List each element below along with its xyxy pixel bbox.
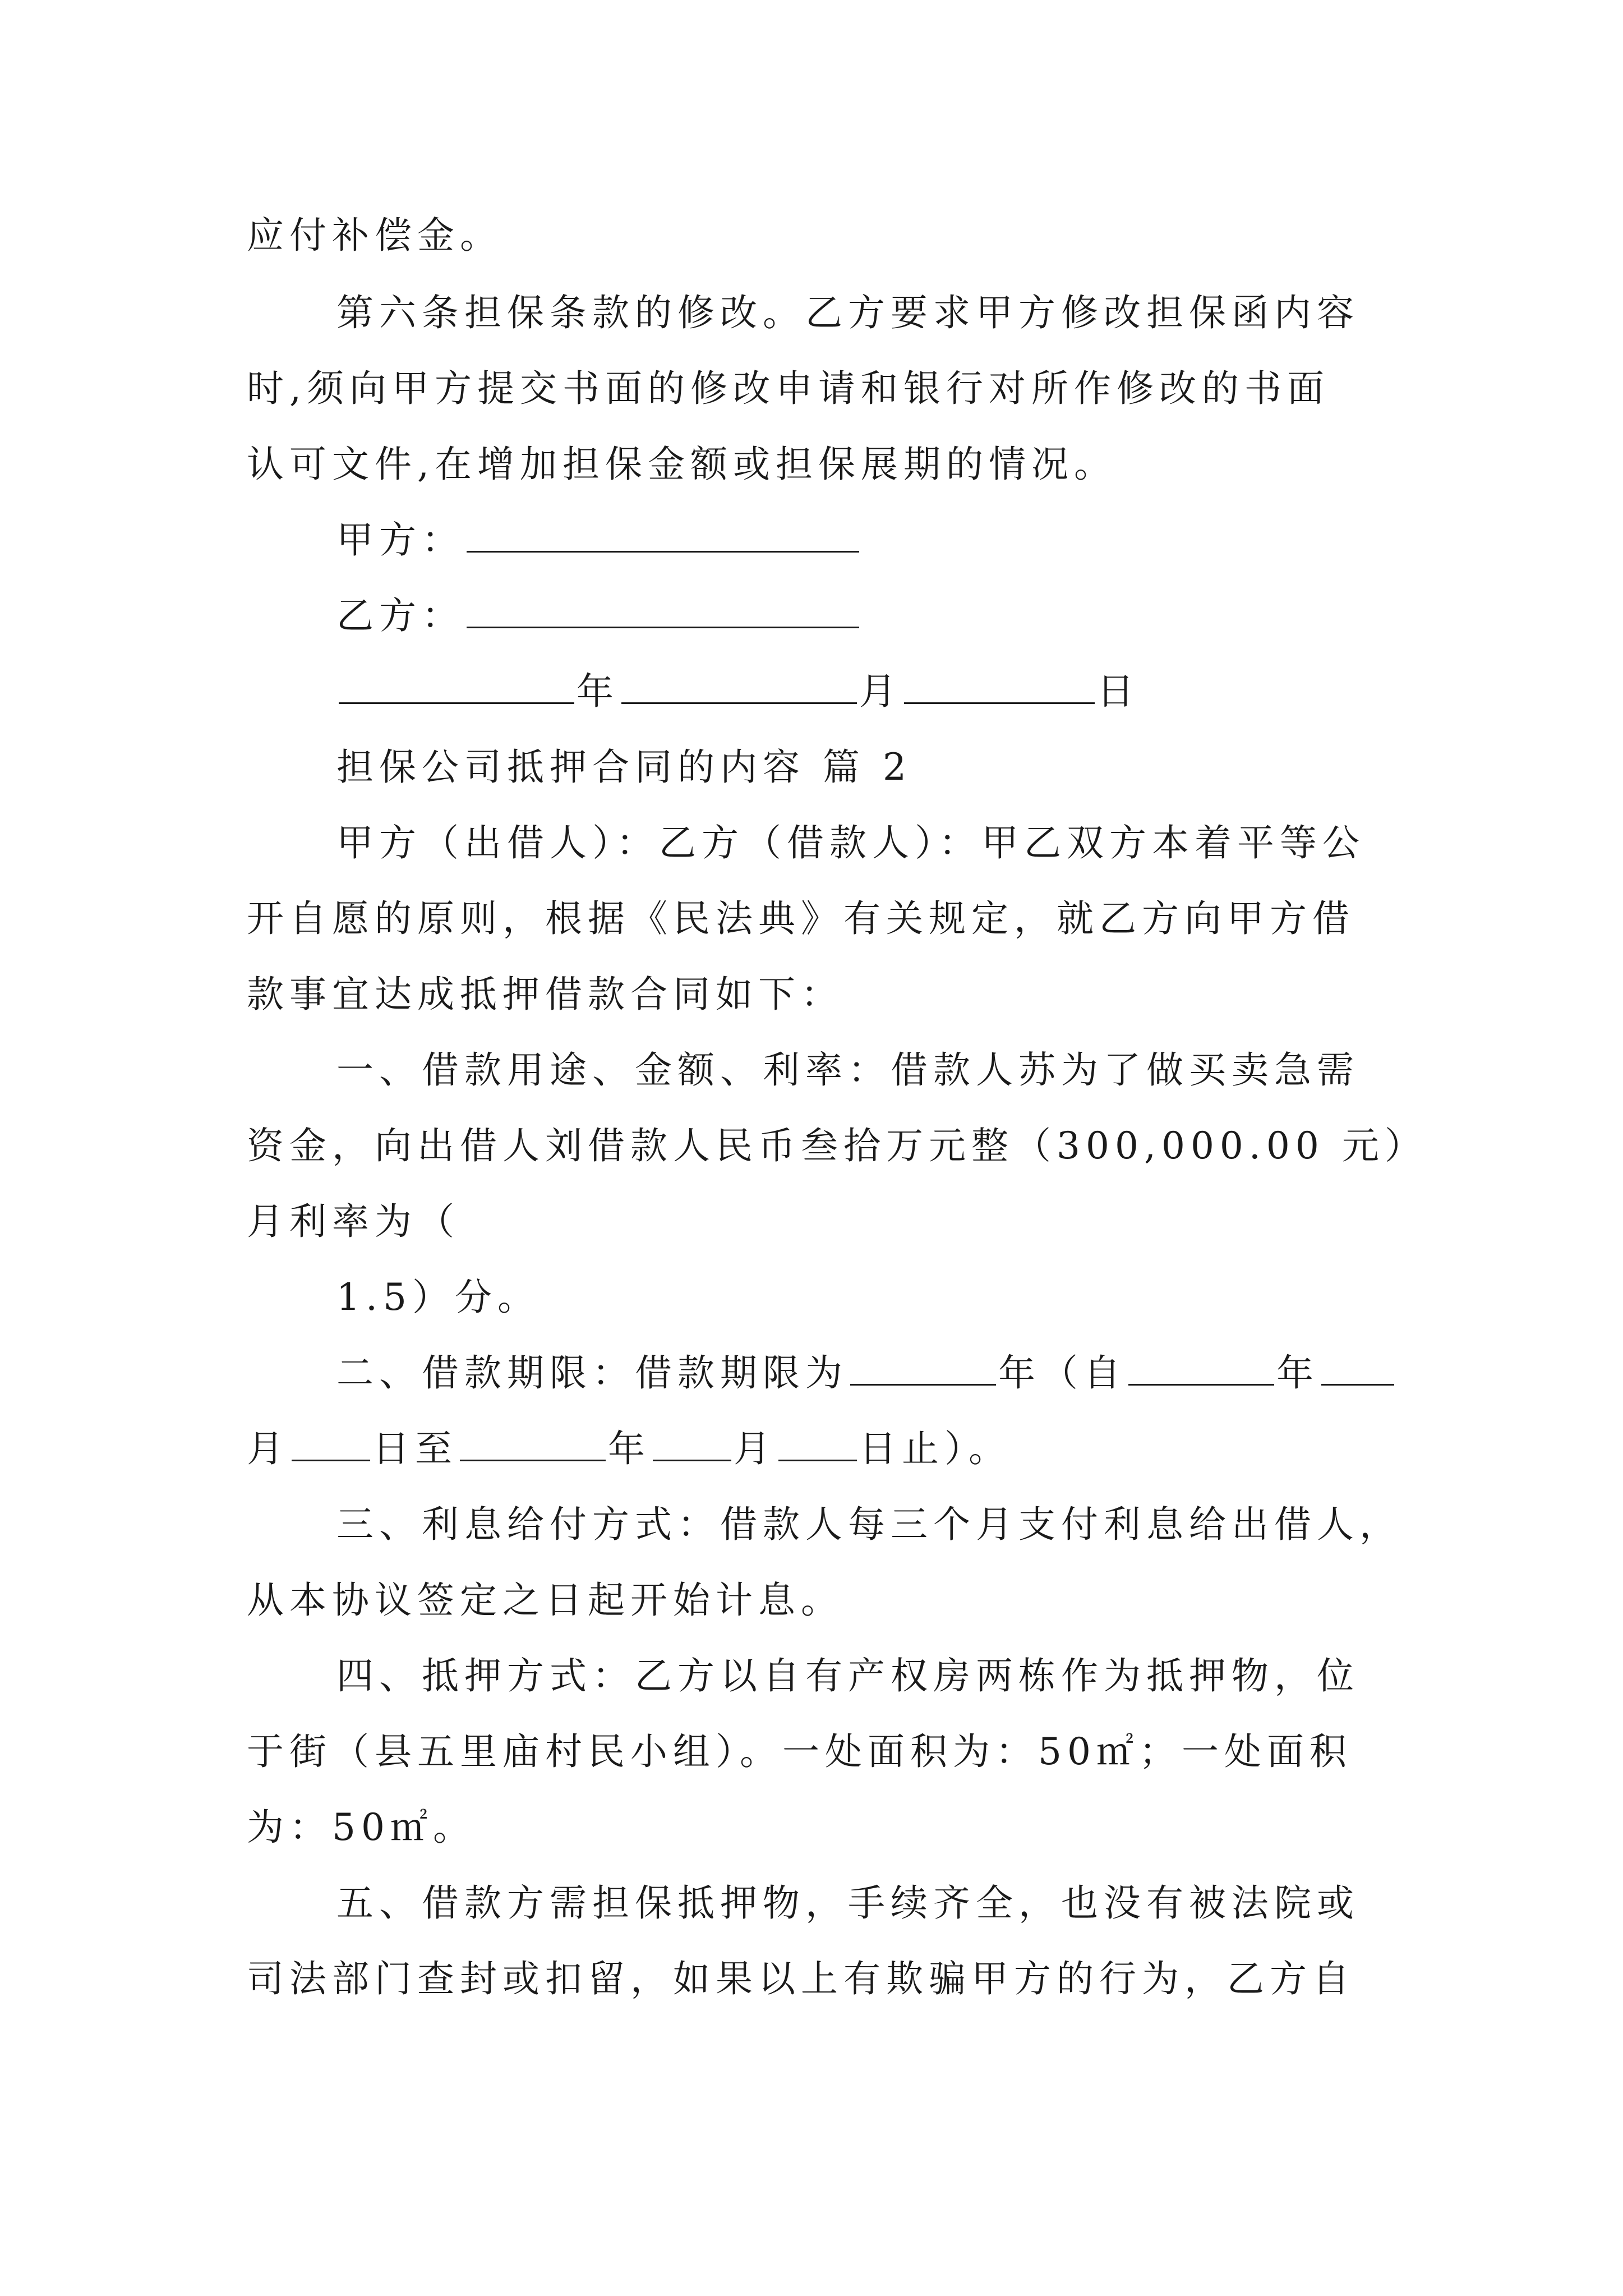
month-label: 月 xyxy=(247,1427,289,1470)
day-end-label: 日止）。 xyxy=(859,1427,1011,1470)
text-line: 第六条担保条款的修改。乙方要求甲方修改担保函内容 xyxy=(336,291,1359,334)
blank-field xyxy=(339,669,574,704)
blank-field xyxy=(292,1426,370,1461)
blank-field xyxy=(778,1426,857,1461)
text-line: 一、借款用途、金额、利率：借款人苏为了做买卖急需 xyxy=(336,1048,1359,1092)
loan-term-line xyxy=(336,1348,1396,1398)
year-label: 年 xyxy=(577,670,619,713)
loan-term-line-continued xyxy=(247,1424,1011,1474)
section-heading: 担保公司抵押合同的内容 篇 2 xyxy=(336,746,912,789)
day-to-label: 日至 xyxy=(372,1427,458,1470)
month-label: 月 xyxy=(859,670,902,713)
blank-field xyxy=(1128,1350,1274,1386)
blank-field xyxy=(467,517,859,553)
party-b-label: 乙方： xyxy=(336,594,464,637)
blank-field xyxy=(653,1426,731,1461)
text-line: 司法部门查封或扣留，如果以上有欺骗甲方的行为，乙方自 xyxy=(247,1957,1355,2000)
year-from-label: 年（自 xyxy=(998,1351,1126,1395)
text-line: 月利率为（ xyxy=(247,1200,460,1243)
year-label: 年 xyxy=(608,1427,651,1470)
text-line: 五、借款方需担保抵押物，手续齐全，也没有被法院或 xyxy=(336,1881,1359,1925)
signature-line-party-b xyxy=(336,591,861,641)
text-line: 为：50㎡。 xyxy=(247,1806,476,1849)
party-a-label: 甲方： xyxy=(336,518,464,562)
text-line: 应付补偿金。 xyxy=(247,214,502,257)
text-line: 甲方（出借人）：乙方（借款人）：甲乙双方本着平等公 xyxy=(336,821,1365,864)
text-line: 从本协议签定之日起开始计息。 xyxy=(247,1579,843,1622)
text-line: 开自愿的原则，根据《民法典》有关规定，就乙方向甲方借 xyxy=(247,897,1355,940)
text-line: 于街（县五里庙村民小组）。一处面积为：50㎡；一处面积 xyxy=(247,1730,1352,1773)
text-line: 三、利息给付方式：借款人每三个月支付利息给出借人， xyxy=(336,1503,1402,1546)
text-line: 认可文件,在增加担保金额或担保展期的情况。 xyxy=(247,443,1117,486)
text-line: 资金，向出借人刘借款人民币叁拾万元整（300,000.00 元） xyxy=(247,1124,1427,1167)
text-line: 时,须向甲方提交书面的修改申请和银行对所作修改的书面 xyxy=(247,367,1330,410)
day-label: 日 xyxy=(1097,670,1140,713)
text-line: 四、抵押方式：乙方以自有产权房两栋作为抵押物，位 xyxy=(336,1654,1359,1697)
year-label: 年 xyxy=(1276,1351,1319,1395)
signature-line-party-a xyxy=(336,515,861,565)
blank-field xyxy=(460,1426,606,1461)
blank-field xyxy=(621,669,857,704)
blank-field xyxy=(1321,1350,1394,1386)
month-label: 月 xyxy=(734,1427,776,1470)
text-line: 1.5）分。 xyxy=(336,1276,540,1319)
blank-field xyxy=(904,669,1095,704)
date-line xyxy=(336,666,1140,717)
text-line: 款事宜达成抵押借款合同如下： xyxy=(247,973,843,1016)
loan-term-label: 二、借款期限：借款期限为 xyxy=(336,1351,848,1395)
blank-field xyxy=(467,593,859,628)
blank-field xyxy=(850,1350,996,1386)
